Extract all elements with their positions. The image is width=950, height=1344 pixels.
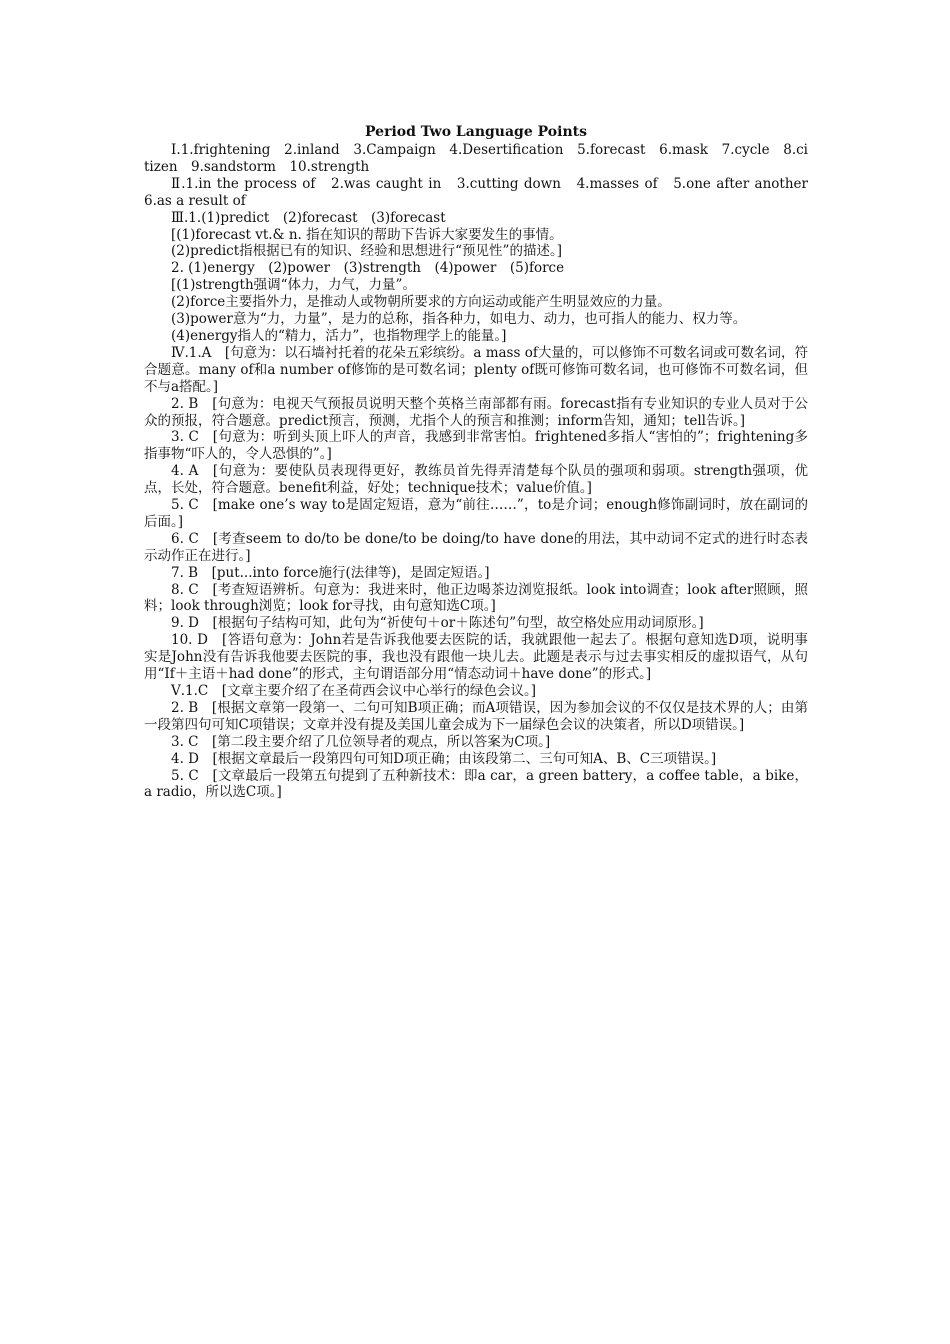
paragraph: 3. C [第二段主要介绍了几位领导者的观点，所以答案为C项。] (171, 733, 551, 750)
paragraph: (3)power意为“力，力量”，是力的总称，指各种力，如电力、动力，也可指人的能力、权力等。 (171, 311, 747, 328)
paragraph: 2. (1)energy (2)power (3)strength (4)power (5)force (171, 260, 565, 277)
paragraph: 10. D [答语句意为：John若是告诉我他要去医院的话，我就跟他一起去了。根据句意知选D项，说明事实是John没有告诉我他要去医院的事，我也没有跟他一块儿去。此题是表示与过去事实相反的虚拟语气，从句用“If＋主语＋had done”的形式，主句谓语部分用“情态动词＋have done”的形式。] (144, 632, 808, 683)
page-title: Period Two Language Points (365, 124, 587, 140)
paragraph: 9. D [根据句子结构可知，此句为“祈使句＋or＋陈述句”句型，故空格处应用动词原形。] (171, 615, 704, 632)
paragraph: 5. C [文章最后一段第五句提到了五种新技术：即a car，a green battery，a coffee table，a bike，a radio，所以选C项。] (144, 767, 808, 801)
paragraph: 4. A [句意为：要使队员表现得更好，教练员首先得弄清楚每个队员的强项和弱项。strength强项，优点，长处，符合题意。benefit利益，好处；technique技术；value价值。] (144, 463, 808, 497)
paragraph: Ⅰ.1.frightening 2.inland 3.Campaign 4.Desertification 5.forecast 6.mask 7.cycle 8.citizen 9.sandstorm 10.strength (144, 142, 808, 175)
paragraph: Ⅴ.1.C [文章主要介绍了在圣荷西会议中心举行的绿色会议。] (171, 683, 537, 699)
paragraph: Ⅲ.1.(1)predict (2)forecast (3)forecast (171, 209, 446, 226)
paragraph: 8. C [考查短语辨析。句意为：我进来时，他正边喝茶边浏览报纸。look into调查；look after照顾，照料；look through浏览；look for寻找，由句意知选C项。] (144, 581, 808, 615)
paragraph: 2. B [根据文章第一段第一、二句可知B项正确；而A项错误，因为参加会议的不仅仅是技术界的人；由第一段第四句可知C项错误；文章并没有提及美国儿童会成为下一届绿色会议的决策者，所以D项错误。] (144, 699, 808, 733)
paragraph: [(1)strength强调“体力，力气，力量”。 (171, 277, 416, 294)
paragraph: 3. C [句意为：听到头顶上吓人的声音，我感到非常害怕。frightened多指人“害怕的”；frightening多指事物“吓人的，令人恐惧的”。] (144, 429, 808, 463)
paragraph: 2. B [句意为：电视天气预报员说明天整个英格兰南部都有雨。forecast指有专业知识的专业人员对于公众的预报，符合题意。predict预言，预测，尤指个人的预言和推测；inform告知，通知；tell告诉。] (144, 395, 808, 429)
paragraph: (4)energy指人的“精力，活力”，也指物理学上的能量。] (171, 327, 507, 344)
paragraph: (2)predict指根据已有的知识、经验和思想进行“预见性”的描述。] (171, 243, 562, 260)
paragraph: 7. B [put...into force施行(法律等)，是固定短语。] (171, 564, 490, 581)
paragraph: Ⅱ.1.in the process of 2.was caught in 3.cutting down 4.masses of 5.one after another 6.as a result of (144, 175, 822, 209)
paragraph: [(1)forecast vt.& n. 指在知识的帮助下告诉大家要发生的事情。 (171, 226, 563, 243)
paragraph: Ⅳ.1.A [句意为：以石墙衬托着的花朵五彩缤纷。a mass of大量的，可以修饰不可数名词或可数名词，符合题意。many of和a number of修饰的是可数名词；plenty of既可修饰可数名词，也可修饰不可数名词，但不与a搭配。] (144, 344, 808, 395)
paragraph: 6. C [考查seem to do/to be done/to be doing/to have done的用法，其中动词不定式的进行时态表示动作正在进行。] (144, 530, 808, 564)
paragraph: 5. C [make one’s way to是固定短语，意为“前往……”，to是介词；enough修饰副词时，放在副词的后面。] (144, 497, 808, 530)
paragraph: (2)force主要指外力，是推动人或物朝所要求的方向运动或能产生明显效应的力量。 (171, 294, 671, 311)
paragraph: 4. D [根据文章最后一段第四句可知D项正确；由该段第二、三句可知A、B、C三项错误。] (171, 750, 717, 767)
document-page (144, 124, 822, 801)
